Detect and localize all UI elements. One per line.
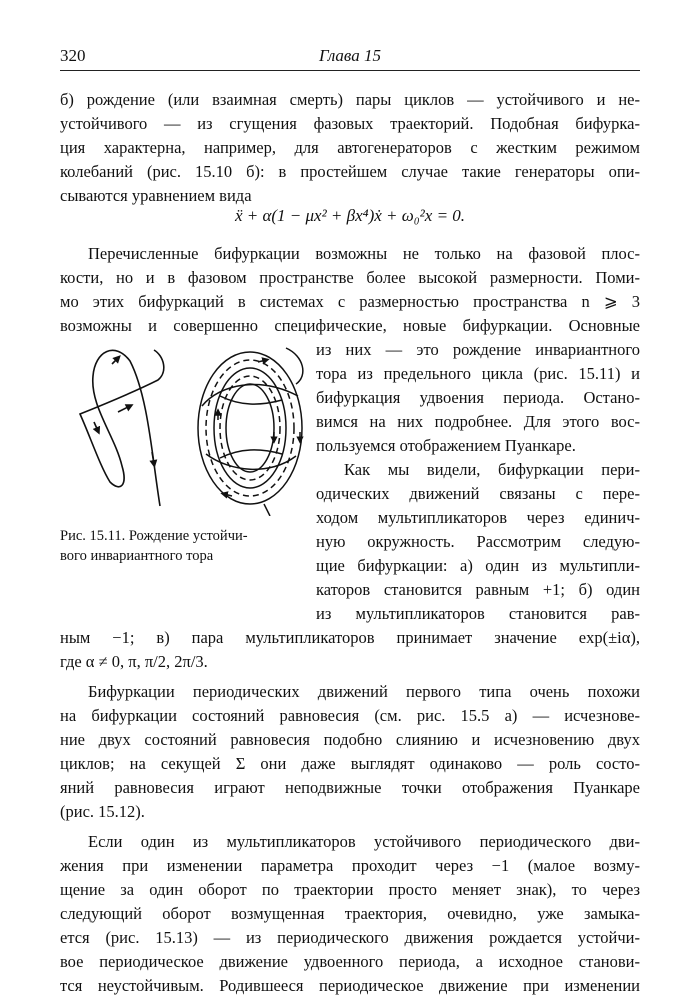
text-line: тора из предельного цикла (рис. 15.11) и — [316, 364, 640, 383]
text-line: сываются уравнением вида — [60, 186, 252, 205]
running-header — [60, 46, 640, 70]
text-line: вимся на них подробнее. Для этого вос- — [316, 412, 640, 431]
text-line: Бифуркации периодических движений первого типа очень похожи — [88, 682, 640, 701]
text-line: ным −1; в) пара мультипликаторов принимает значение exp(±iα), — [60, 628, 640, 647]
text-line: Если один из мультипликаторов устойчивого периодического дви- — [88, 832, 640, 851]
header-rule — [60, 70, 640, 71]
torus-birth-figure — [60, 336, 310, 516]
figure-caption: Рис. 15.11. Рождение устойчи- — [60, 528, 248, 544]
text-line: (рис. 15.12). — [60, 802, 145, 821]
text-line: вое периодическое движение удвоенного периода, а исходное станови- — [60, 952, 640, 971]
text-line: ние двух состояний равновесия подобно слиянию и исчезновению двух — [60, 730, 640, 749]
chapter-title: Глава 15 — [319, 46, 381, 65]
text-line: колебаний (рис. 15.10 б): в простейшем случае такие генераторы опи- — [60, 162, 640, 181]
text-line: циклов; на секущей Σ они даже выглядят одинаково — роль состо- — [60, 754, 640, 773]
text-line: яний равновесия играют неподвижные точки отображения Пуанкаре — [60, 778, 640, 797]
text-line: б) рождение (или взаимная смерть) пары циклов — устойчивого и не- — [60, 90, 640, 109]
text-line: мо этих бифуркаций в системах с размерностью пространства n ⩾ 3 — [60, 292, 640, 311]
equation: ẍ + α(1 − μx² + βx⁴)ẋ + ω₀²x = 0. — [234, 206, 466, 225]
text-line: на бифуркации состояний равновесия (см. рис. 15.5 а) — исчезнове- — [60, 706, 640, 725]
text-line: ную окружность. Рассмотрим следую- — [316, 532, 640, 551]
text-line: устойчивого — из сгущения фазовых траекторий. Подобная бифурка- — [60, 114, 640, 133]
text-line: Перечисленные бифуркации возможны не только на фазовой плос- — [88, 244, 640, 263]
text-line: одических движений связаны с пере- — [316, 484, 640, 503]
text-line: кости, но и в фазовом пространстве более высокой размерности. Поми- — [60, 268, 640, 287]
text-line: из них — это рождение инвариантного — [316, 340, 640, 359]
text-line: пользуемся отображением Пуанкаре. — [316, 436, 576, 455]
text-line: каторов становится равным +1; б) один — [316, 580, 640, 599]
torus-right — [198, 348, 303, 516]
text-line: тся неустойчивым. Родившееся периодическое движение при изменении — [60, 976, 640, 995]
text-line: щение за один оборот по траектории просто меняет знак), то через — [60, 880, 640, 899]
limit-cycle-left — [80, 350, 164, 506]
text-line: щие бифуркации: а) один из мультипли- — [316, 556, 640, 575]
figure-caption: вого инвариантного тора — [60, 548, 214, 564]
text-line: Как мы видели, бифуркации пери- — [344, 460, 640, 479]
page-number: 320 — [60, 46, 86, 65]
text-line: следующий оборот возмущенная траектория, очевидно, уже замыка- — [60, 904, 640, 923]
text-line: из мультипликаторов становится рав- — [316, 604, 640, 623]
text-line: жения при изменении параметра проходит через −1 (малое возму- — [60, 856, 640, 875]
text-line: где α ≠ 0, π, π/2, 2π/3. — [60, 652, 208, 671]
text-line: ется (рис. 15.13) — из периодического движения рождается устойчи- — [60, 928, 640, 947]
text-line: ходом мультипликаторов через единич- — [316, 508, 640, 527]
text-line: ция характерна, например, для автогенераторов с жестким режимом — [60, 138, 640, 157]
text-line: возможны и совершенно специфические, новые бифуркации. Основные — [60, 316, 640, 335]
text-line: бифуркация удвоения периода. Остано- — [316, 388, 640, 407]
